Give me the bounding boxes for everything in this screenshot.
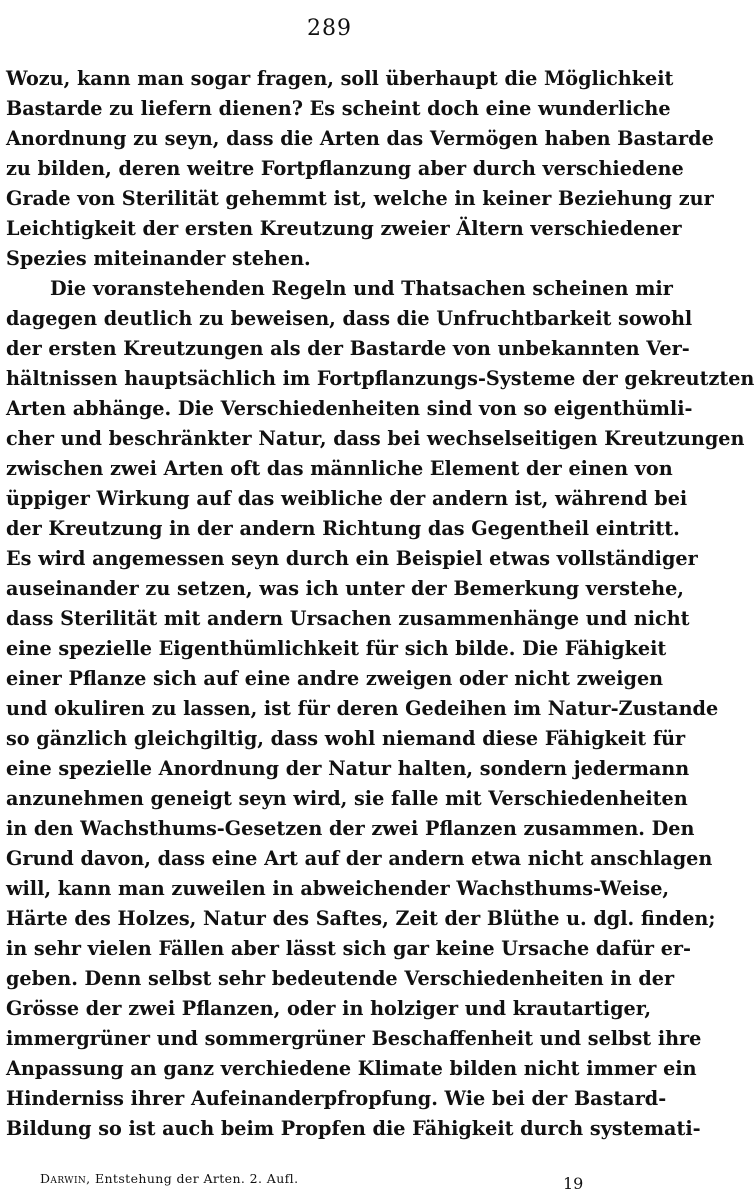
text-line: hältnissen hauptsächlich im Fortpflanzungs-Systeme der gekreutzten bbox=[6, 367, 754, 390]
footer-citation bbox=[40, 1170, 579, 1188]
text-line: zwischen zwei Arten oft das männliche Element der einen von bbox=[6, 457, 673, 480]
footer-title: Entstehung der Arten. 2. Aufl. bbox=[94, 1171, 299, 1186]
text-line: geben. Denn selbst sehr bedeutende Verschiedenheiten in der bbox=[6, 967, 675, 990]
text-line: einer Pflanze sich auf eine andre zweigen oder nicht zweigen bbox=[6, 667, 664, 690]
text-line: zu bilden, deren weitre Fortpflanzung aber durch verschiedene bbox=[6, 157, 684, 180]
text-line: der Kreutzung in der andern Richtung das Gegentheil eintritt. bbox=[6, 517, 680, 540]
text-line: Es wird angemessen seyn durch ein Beispiel etwas vollständiger bbox=[6, 547, 698, 570]
text-line: anzunehmen geneigt seyn wird, sie falle mit Verschiedenheiten bbox=[6, 787, 688, 810]
text-line: in sehr vielen Fällen aber lässt sich gar keine Ursache dafür er- bbox=[6, 937, 691, 960]
text-line: immergrüner und sommergrüner Beschaffenheit und selbst ihre bbox=[6, 1027, 702, 1050]
text-line: Bildung so ist auch beim Propfen die Fähigkeit durch systemati- bbox=[6, 1117, 701, 1140]
text-line: Anordnung zu seyn, dass die Arten das Vermögen haben Bastarde bbox=[6, 127, 714, 150]
text-line: Leichtigkeit der ersten Kreutzung zweier Ältern verschiedener bbox=[6, 217, 682, 240]
text-line: Spezies miteinander stehen. bbox=[6, 247, 311, 270]
text-line: in den Wachsthums-Gesetzen der zwei Pflanzen zusammen. Den bbox=[6, 817, 695, 840]
text-line: Grund davon, dass eine Art auf der andern etwa nicht anschlagen bbox=[6, 847, 713, 870]
text-line: will, kann man zuweilen in abweichender Wachsthums-Weise, bbox=[6, 877, 670, 900]
text-line: Härte des Holzes, Natur des Saftes, Zeit der Blüthe u. dgl. finden; bbox=[6, 907, 716, 930]
text-line: cher und beschränkter Natur, dass bei wechselseitigen Kreutzungen bbox=[6, 427, 745, 450]
text-line: Arten abhänge. Die Verschiedenheiten sind von so eigenthümli- bbox=[6, 397, 693, 420]
text-line: Anpassung an ganz verchiedene Klimate bilden nicht immer ein bbox=[6, 1057, 697, 1080]
text-line: Bastarde zu liefern dienen? Es scheint doch eine wunderliche bbox=[6, 97, 671, 120]
text-line: dass Sterilität mit andern Ursachen zusammenhänge und nicht bbox=[6, 607, 690, 630]
page-number: 289 bbox=[307, 16, 352, 41]
signature-mark: 19 bbox=[563, 1174, 584, 1193]
text-line: Hinderniss ihrer Aufeinanderpfropfung. Wie bei der Bastard- bbox=[6, 1087, 667, 1110]
text-line: dagegen deutlich zu beweisen, dass die Unfruchtbarkeit sowohl bbox=[6, 307, 693, 330]
text-line: Wozu, kann man sogar fragen, soll überhaupt die Möglichkeit bbox=[6, 67, 674, 90]
text-line: auseinander zu setzen, was ich unter der Bemerkung verstehe, bbox=[6, 577, 684, 600]
text-line: so gänzlich gleichgiltig, dass wohl niemand diese Fähigkeit für bbox=[6, 727, 686, 750]
footer-author: Darwin, bbox=[40, 1171, 91, 1186]
text-line: der ersten Kreutzungen als der Bastarde von unbekannten Ver- bbox=[6, 337, 690, 360]
text-line: Die voranstehenden Regeln und Thatsachen scheinen mir bbox=[50, 277, 673, 300]
text-line: und okuliren zu lassen, ist für deren Gedeihen im Natur-Zustande bbox=[6, 697, 719, 720]
body-text bbox=[6, 64, 754, 1144]
text-line: Grösse der zwei Pflanzen, oder in holziger und krautartiger, bbox=[6, 997, 652, 1020]
text-line: eine spezielle Anordnung der Natur halten, sondern jedermann bbox=[6, 757, 690, 780]
text-line: eine spezielle Eigenthümlichkeit für sich bilde. Die Fähigkeit bbox=[6, 637, 667, 660]
text-line: Grade von Sterilität gehemmt ist, welche in keiner Beziehung zur bbox=[6, 187, 714, 210]
text-line: üppiger Wirkung auf das weibliche der andern ist, während bei bbox=[6, 487, 688, 510]
